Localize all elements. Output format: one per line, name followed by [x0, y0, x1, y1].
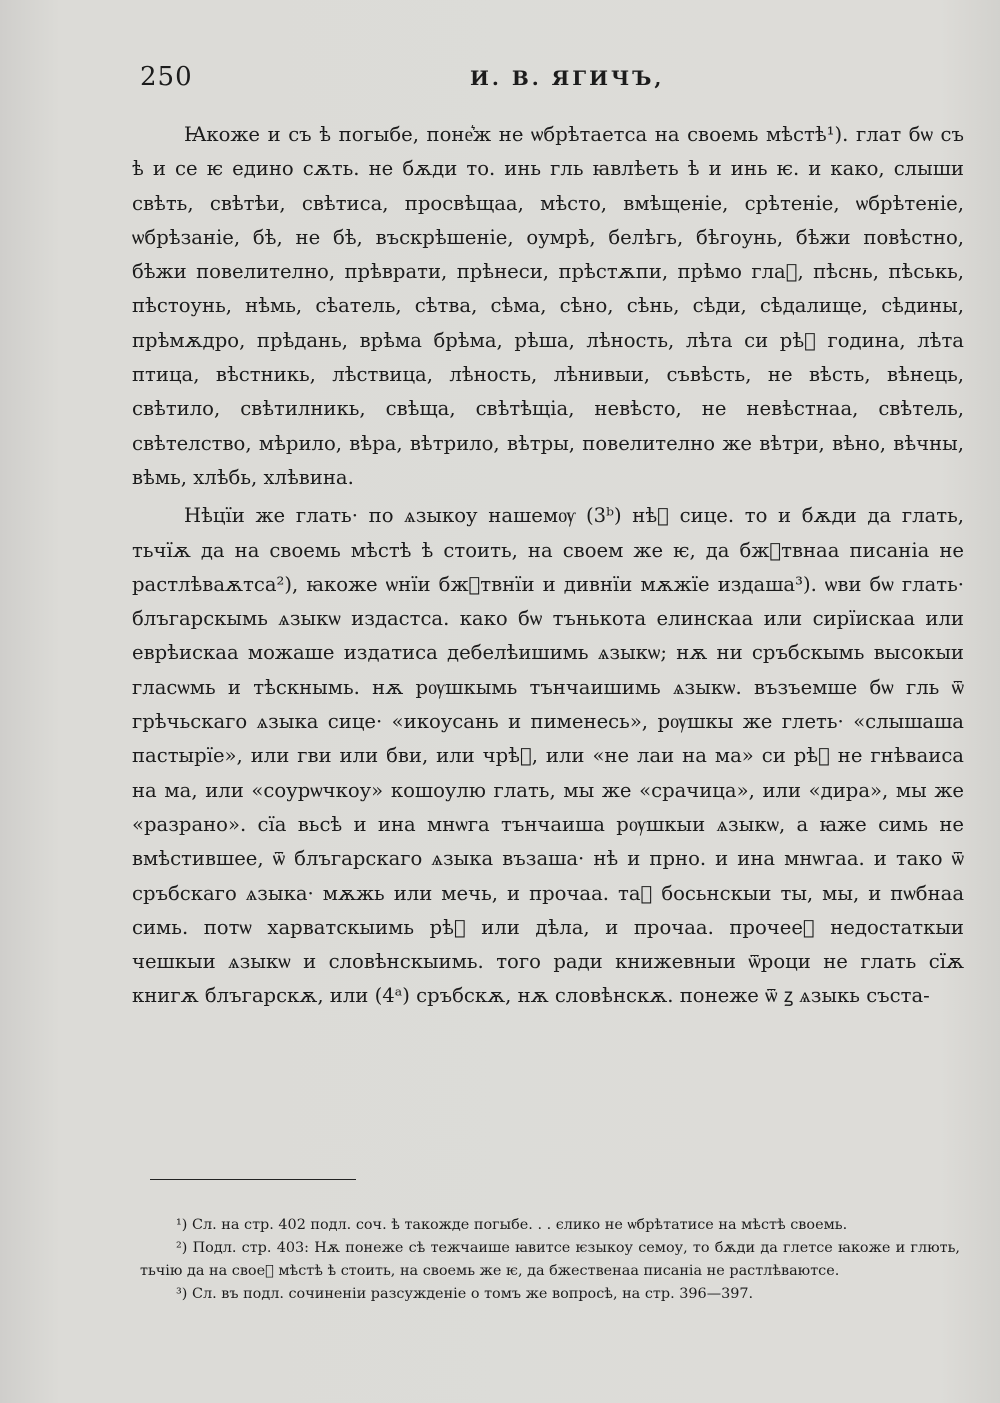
running-head: И. В. ЯГИЧЪ, — [470, 66, 665, 90]
footnote: ³) Сл. въ подл. сочиненіи разсужденіе о томъ же вопросѣ, на стр. 396—397. — [176, 1286, 754, 1302]
footnote: ²) Подл. стр. 403: Нѫ понеже сѣ тежчаише ꙗвитсе ѥзыкоу семоу, то бѫди да глетсе ꙗкоже и глють, тьчію да на своеⷨ мѣстѣ ѣ стоить, на своемь же ѥ, да бжественаа писаніа не растлѣваютсе. — [140, 1240, 960, 1279]
footnotes — [140, 1214, 960, 1306]
page-number: 250 — [140, 62, 193, 92]
footnote-divider — [150, 1179, 356, 1180]
paragraph: Ꙗкоже и съ ѣ погыбе, поне͛ж не ѡбрѣтаетса на своемь мѣстѣ¹). глат бѡ съ ѣ и се ѥ едино сѫть. не бѫди то. инь гль ꙗвлѣеть ѣ и инь ѥ. и како, слыши свѣть, свѣтѣи, свѣтиса, просвѣщаа, мѣсто, вмѣщеніе, срѣтеніе, ѡбрѣтеніе, ѡбрѣзаніе, бѣ, не бѣ, въскрѣшеніе, оумрѣ, белѣгь, бѣгоунь, бѣжи повѣстно, бѣжи повелително, прѣврати, прѣнеси, прѣстѫпи, прѣмо глаⷡ, пѣснь, пѣськь, пѣстоунь, нѣмь, сѣатель, сѣтва, сѣма, сѣно, сѣнь, сѣди, сѣдалище, сѣдины, прѣмѫдро, прѣдань, врѣма брѣма, рѣша, лѣность, лѣта си рѣⷱ година, лѣта птица, вѣстникь, лѣствица, лѣность, лѣнивыи, съвѣсть, не вѣсть, вѣнець, свѣтило, свѣтилникь, свѣща, свѣтѣщіа, невѣсто, не невѣстнаа, свѣтель, свѣтелство, мѣрило, вѣра, вѣтрило, вѣтры, повелително же вѣтри, вѣно, вѣчны, вѣмь, хлѣбь, хлѣвина. — [132, 123, 964, 489]
footnote: ¹) Сл. на стр. 402 подл. соч. ѣ такожде погыбе. . . єлико не ѡбрѣтатисе на мѣстѣ своемь. — [176, 1217, 848, 1233]
paragraph: Нѣцїи же глать· по ѧзыкоу нашемѹ (3ᵇ) нѣⷭ сице. то и бѫди да глать, тьчїѫ да на своемь мѣстѣ ѣ стоить, на своем же ѥ, да бжⷭтвнаа писаніа не растлѣваѫтса²), ꙗкоже ѡнїи бжⷭтвнїи и дивнїи мѫжїе издаша³). ѡви бѡ глать· блъгарскымь ѧзыкѡ издастса. како бѡ тънькота елинскаа или сирїискаа или еврѣискаа можаше издатиса дебелѣишимь ѧзыкѡ; нѫ ни сръбскымь высокыи гласѡмь и тѣскнымь. нѫ рѹшкымь тънчаишимь ѧзыкѡ. възъемше бѡ гль ѿ грѣчьскаго ѧзыка сице· «икоусань и пименесь», рѹшкы же глеть· «слышаша пастырїе», или гви или бви, или чрѣꙁ, или «не лаи на ма» си рѣⷱ не гнѣваиса на ма, или «соурѡчкоу» кошоулю глать, мы же «срачица», или «дира», мы же «разрано». сїа вьсѣ и ина мнѡга тънчаиша рѹшкыи ѧзыкѡ, а ꙗже симь не вмѣстившее, ѿ блъгарскаго ѧзыка възаша· нѣ и прно. и ина мнѡгаа. и тако ѿ сръбскаго ѧзыка· мѫжь или мечь, и прочаа. таⷦ босьнскыи ты, мы, и пѡбнаа симь. потѡ харватскыимь рѣⷯ или дѣла, и прочаа. прочееⷤ недостаткыи чешкыи ѧзыкѡ и словѣнскыимь. того ради книжевныи ѿроци не глать сїѫ книгѫ блъгарскѫ, или (4ᵃ) сръбскѫ, нѫ словѣнскѫ. понеже ѿ ꙁ ѧзыкь съста- — [132, 504, 964, 1008]
page-header — [140, 62, 960, 102]
body-text — [132, 118, 964, 1014]
